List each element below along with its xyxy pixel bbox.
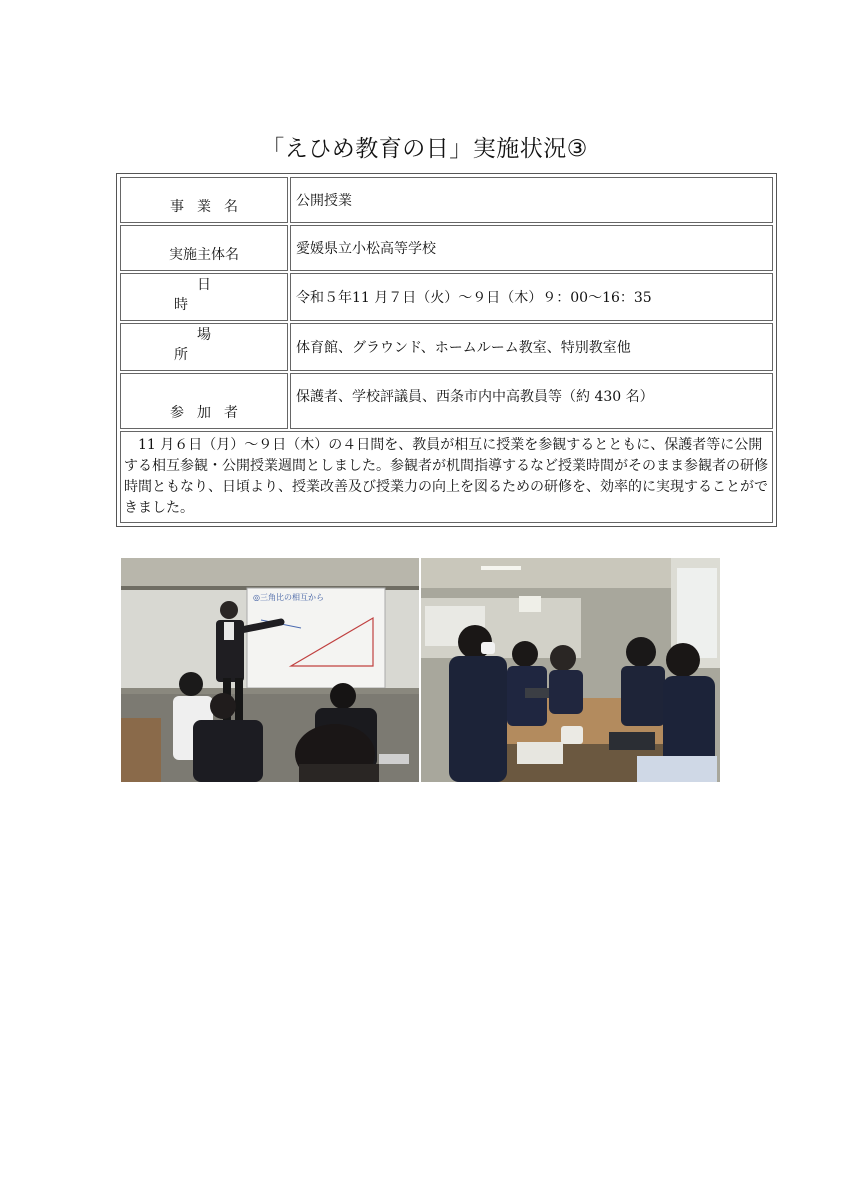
table-row bbox=[120, 177, 773, 223]
students-with-tablets-photo bbox=[421, 558, 720, 782]
description-text: 11 月６日（月）～９日（木）の４日間を、教員が相互に授業を参観するとともに、保護者等に公開する相互参観・公開授業週間としました。参観者が机間指導するなど授業時間がそのまま参観者の研修時間ともなり、日頃より、授業改善及び授業力の向上を図るための研修を、効率的に実現することができました。 bbox=[120, 431, 773, 523]
table-row bbox=[120, 323, 773, 371]
row-value: 愛媛県立小松高等学校 bbox=[290, 225, 773, 271]
row-value: 保護者、学校評議員、西条市内中高教員等（約 430 名） bbox=[290, 373, 773, 429]
row-label: 実施主体名 bbox=[120, 225, 288, 271]
svg-text:◎三角比の相互から: ◎三角比の相互から bbox=[253, 593, 324, 602]
row-label: 事業名 bbox=[120, 177, 288, 223]
row-value: 公開授業 bbox=[290, 177, 773, 223]
row-value: 体育館、グラウンド、ホームルーム教室、特別教室他 bbox=[290, 323, 773, 371]
table-row bbox=[120, 373, 773, 429]
table-row bbox=[120, 273, 773, 321]
info-table bbox=[116, 173, 777, 527]
table-row bbox=[120, 225, 773, 271]
teacher-at-whiteboard-photo bbox=[121, 558, 419, 782]
row-value: 令和５年11 月７日（火）～９日（木）９：00～16：35 bbox=[290, 273, 773, 321]
table-row bbox=[120, 431, 773, 523]
row-label: 場所 bbox=[120, 323, 288, 371]
row-label: 参加者 bbox=[120, 373, 288, 429]
page-title: 「えひめ教育の日」実施状況③ bbox=[261, 136, 588, 162]
row-label: 日時 bbox=[120, 273, 288, 321]
